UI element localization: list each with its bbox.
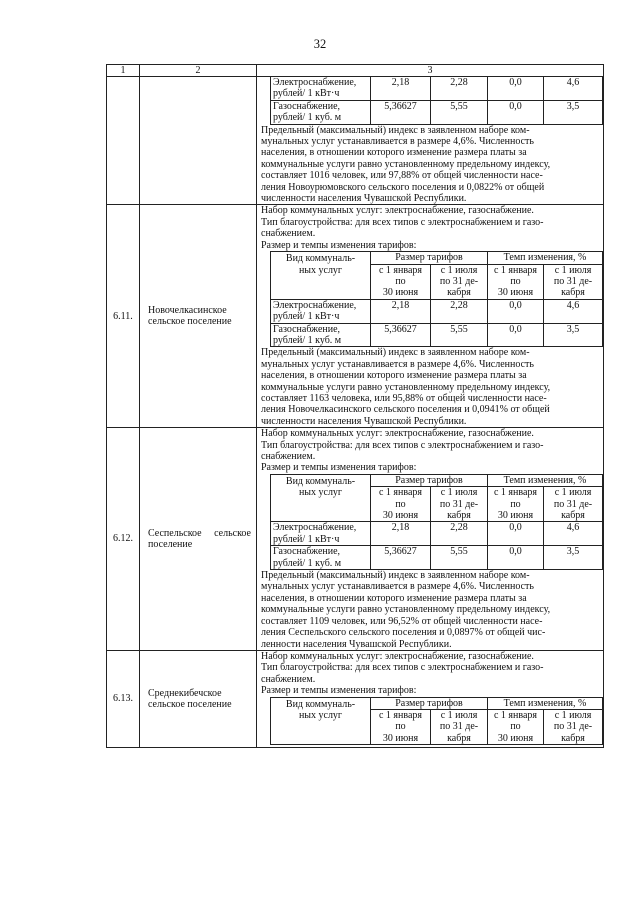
amenity-type-cont: снабжением.: [261, 673, 316, 685]
value-cell: 3,5: [544, 546, 603, 570]
subtable-header: [271, 697, 603, 709]
service-set: Набор коммунальных услуг: электроснабжение, газоснабжение.: [261, 205, 534, 217]
header-col-1: 1: [107, 65, 140, 77]
period-1: с 1 января по 30 июня: [371, 264, 431, 299]
value-cell: 5,36627: [371, 546, 431, 570]
gas-row: [271, 100, 603, 124]
row-number: 6.12.: [107, 428, 140, 651]
tariff-table: [106, 64, 604, 748]
tariff-size-header: Размер тарифов: [371, 697, 488, 709]
value-cell: 2,28: [431, 522, 488, 546]
tariffs-title: Размер и темпы изменения тарифов:: [261, 462, 417, 474]
change-rate-header: Темп изменения, %: [488, 697, 603, 709]
change-rate-header: Темп изменения, %: [488, 474, 603, 486]
gas-row: [271, 546, 603, 570]
table-row: [107, 77, 604, 205]
index-paragraph: Предельный (максимальный) индекс в заявленном наборе ком- мунальных услуг устанавливается в размере 4,6%. Численность населения, в отношении которого изменение размера платы за коммунальные услуги равно установленному предельному индексу, составляет 1016 человек, или 97,88% от общей численности насе- ления Новоурюмовского сельского поселения и 0,0822% от общей численности населения Чувашской Республики.: [261, 124, 551, 205]
value-cell: 5,55: [431, 323, 488, 347]
value-cell: 0,0: [488, 77, 544, 100]
tariff-subtable: [270, 474, 603, 570]
electricity-row: [271, 299, 603, 323]
tariff-subtable: [270, 251, 603, 347]
service-set: Набор коммунальных услуг: электроснабжение, газоснабжение.: [261, 650, 534, 662]
table-row: [107, 205, 604, 428]
value-cell: 0,0: [488, 100, 544, 124]
header-row: [107, 65, 604, 77]
amenity-type: Тип благоустройства: для всех типов с электроснабжением и газо-: [261, 662, 544, 674]
service-type-header: Вид коммуналь- ных услуг: [271, 252, 371, 300]
period-1: с 1 января по 30 июня: [488, 487, 544, 522]
value-cell: 5,36627: [371, 100, 431, 124]
settlement-name: [140, 77, 257, 205]
tariffs-title: Размер и темпы изменения тарифов:: [261, 239, 417, 251]
value-cell: 2,18: [371, 522, 431, 546]
period-1: с 1 января по 30 июня: [371, 487, 431, 522]
value-cell: 4,6: [544, 299, 603, 323]
gas-row: [271, 323, 603, 347]
value-cell: 3,5: [544, 323, 603, 347]
value-cell: 4,6: [544, 77, 603, 100]
settlement-name: Сеспельское сельское поселение: [140, 428, 257, 651]
value-cell: 2,28: [431, 77, 488, 100]
electricity-label: Электроснабжение, рублей/ 1 кВт·ч: [271, 77, 371, 100]
row-number: 6.11.: [107, 205, 140, 428]
tariff-subtable: [270, 77, 603, 125]
value-cell: 0,0: [488, 299, 544, 323]
settlement-name: Новочелкасинское сельское поселение: [140, 205, 257, 428]
value-cell: 2,28: [431, 299, 488, 323]
settlement-name: Среднекибечское сельское поселение: [140, 650, 257, 747]
index-paragraph: Предельный (максимальный) индекс в заявленном наборе ком- мунальных услуг устанавливается в размере 4,6%. Численность населения, в отношении которого изменение размера платы за коммунальные услуги равно установленному предельному индексу, составляет 1109 человек, или 96,52% от общей численности насе- ления Сеспельского сельского поселения и 0,0897% от общей чис- ленности населения Чувашской Республики.: [261, 570, 551, 650]
period-2: с 1 июля по 31 де- кабря: [431, 264, 488, 299]
table-row: [107, 650, 604, 747]
period-1: с 1 января по 30 июня: [488, 264, 544, 299]
header-col-3: 3: [257, 65, 604, 77]
tariff-size-header: Размер тарифов: [371, 474, 488, 486]
page-number: 32: [313, 37, 327, 51]
electricity-row: [271, 522, 603, 546]
change-rate-header: Темп изменения, %: [488, 252, 603, 264]
service-type-header: Вид коммуналь- ных услуг: [271, 697, 371, 745]
tariff-subtable: [270, 697, 603, 746]
electricity-label: Электроснабжение, рублей/ 1 кВт·ч: [271, 522, 371, 546]
row-content: [257, 650, 604, 747]
value-cell: 5,55: [431, 546, 488, 570]
period-2: с 1 июля по 31 де- кабря: [544, 264, 603, 299]
row-number: [107, 77, 140, 205]
row-content: [257, 428, 604, 651]
index-paragraph: Предельный (максимальный) индекс в заявленном наборе ком- мунальных услуг устанавливается в размере 4,6%. Численность населения, в отношении которого изменение размера платы за коммунальные услуги равно установленному предельному индексу, составляет 1163 человека, или 95,88% от общей численности насе- ления Новочелкасинского сельского поселения и 0,0941% от общей численности населения Чувашской Республики.: [261, 347, 551, 427]
gas-label: Газоснабжение, рублей/ 1 куб. м: [271, 323, 371, 347]
value-cell: 0,0: [488, 546, 544, 570]
period-1: с 1 января по 30 июня: [488, 709, 544, 744]
amenity-type: Тип благоустройства: для всех типов с электроснабжением и газо-: [261, 216, 544, 228]
header-col-2: 2: [140, 65, 257, 77]
tariff-size-header: Размер тарифов: [371, 252, 488, 264]
value-cell: 0,0: [488, 522, 544, 546]
value-cell: 2,18: [371, 299, 431, 323]
service-set: Набор коммунальных услуг: электроснабжение, газоснабжение.: [261, 428, 534, 440]
value-cell: 0,0: [488, 323, 544, 347]
value-cell: 2,18: [371, 77, 431, 100]
service-type-header: Вид коммуналь- ных услуг: [271, 474, 371, 522]
value-cell: 5,55: [431, 100, 488, 124]
subtable-header: [271, 474, 603, 486]
value-cell: 4,6: [544, 522, 603, 546]
period-2: с 1 июля по 31 де- кабря: [544, 487, 603, 522]
subtable-header: [271, 252, 603, 264]
tariffs-title: Размер и темпы изменения тарифов:: [261, 685, 417, 697]
electricity-row: [271, 77, 603, 100]
row-content: [257, 205, 604, 428]
value-cell: 5,36627: [371, 323, 431, 347]
period-2: с 1 июля по 31 де- кабря: [431, 709, 488, 744]
amenity-type: Тип благоустройства: для всех типов с электроснабжением и газо-: [261, 439, 544, 451]
gas-label: Газоснабжение, рублей/ 1 куб. м: [271, 546, 371, 570]
gas-label: Газоснабжение, рублей/ 1 куб. м: [271, 100, 371, 124]
period-2: с 1 июля по 31 де- кабря: [544, 709, 603, 744]
value-cell: 3,5: [544, 100, 603, 124]
table-row: [107, 428, 604, 651]
period-1: с 1 января по 30 июня: [371, 709, 431, 744]
amenity-type-cont: снабжением.: [261, 228, 316, 240]
amenity-type-cont: снабжением.: [261, 451, 316, 462]
period-2: с 1 июля по 31 де- кабря: [431, 487, 488, 522]
electricity-label: Электроснабжение, рублей/ 1 кВт·ч: [271, 299, 371, 323]
row-content: [257, 77, 604, 205]
row-number: 6.13.: [107, 650, 140, 747]
